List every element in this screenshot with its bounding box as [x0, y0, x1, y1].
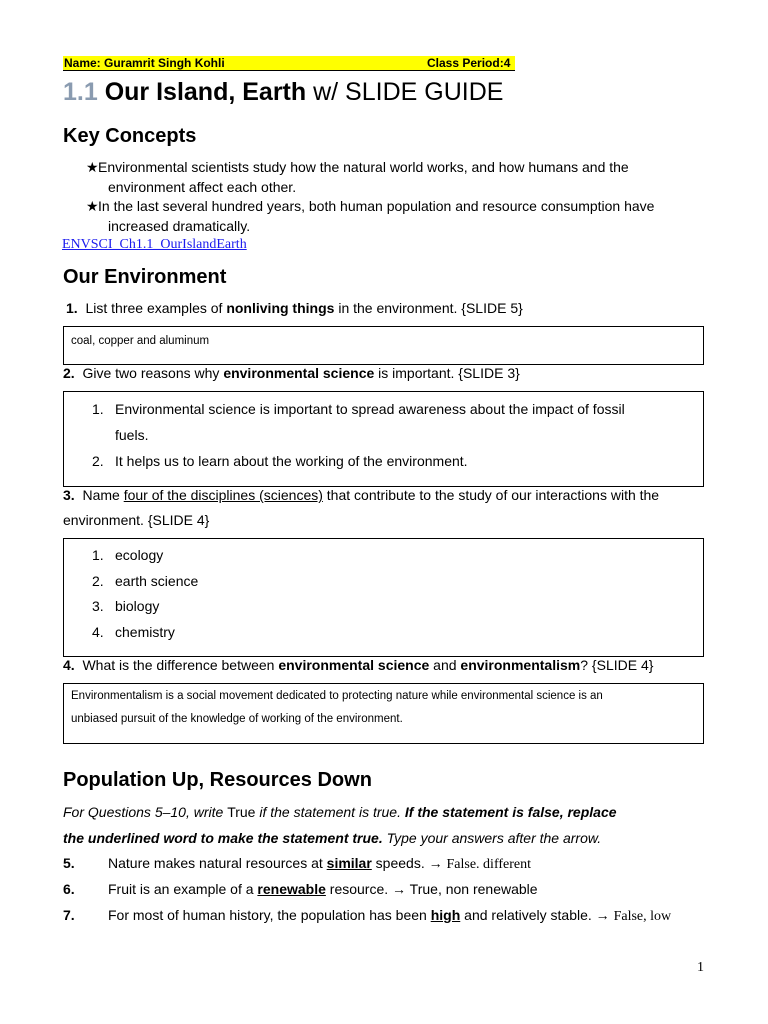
answer-list	[64, 543, 703, 645]
underlined-word: renewable	[257, 881, 326, 897]
instruction-text-bold: the underlined word to make the statement true.	[63, 830, 383, 846]
question-text: resource. →	[325, 881, 410, 897]
key-concept-text: Environmental scientists study how the natural world works, and how humans and the	[98, 159, 629, 175]
question-text: Give two reasons why	[82, 365, 224, 381]
list-item	[64, 448, 703, 474]
question-underlined: four of the disciplines (sciences)	[123, 487, 323, 503]
section-number: 1.1	[63, 78, 98, 106]
answer-text[interactable]: False, low	[613, 909, 672, 924]
question-keyword: environmental science	[278, 657, 430, 673]
answer-text-cont: unbiased pursuit of the knowledge of working of the environment.	[71, 713, 403, 725]
instruction-text: if the statement is true.	[255, 804, 405, 820]
list-item	[64, 543, 703, 569]
key-concept-item	[86, 158, 706, 197]
list-number: 2.	[92, 453, 104, 469]
list-item	[64, 396, 703, 448]
list-text: It helps us to learn about the working of the environment.	[115, 453, 468, 469]
answer-box-4[interactable]	[63, 683, 704, 744]
instruction-text: Type your answers after the arrow.	[382, 830, 602, 846]
question-keyword: environmentalism	[460, 657, 581, 673]
name-bar	[63, 56, 515, 71]
question-text: ? {SLIDE 4}	[580, 657, 654, 673]
key-concept-text: In the last several hundred years, both human population and resource consumption have	[98, 198, 655, 214]
list-number: 3.	[92, 598, 104, 614]
title-main: Our Island, Earth	[104, 78, 307, 106]
list-number: 1.	[92, 401, 104, 417]
question-text: List three examples of	[85, 300, 227, 316]
population-heading: Population Up, Resources Down	[63, 769, 372, 791]
answer-text[interactable]: True, non renewable	[409, 881, 538, 897]
question-text: that contribute to the study of our interactions with the	[322, 487, 660, 503]
question-text: Fruit is an example of a	[108, 881, 258, 897]
question-text: in the environment. {SLIDE 5}	[334, 300, 523, 316]
student-name: Name: Guramrit Singh Kohli	[64, 56, 225, 70]
underlined-word: similar	[326, 855, 372, 871]
question-text: and relatively stable. →	[460, 907, 614, 923]
list-text-cont: fuels.	[115, 427, 149, 443]
question-keyword: nonliving things	[226, 300, 335, 316]
class-period: Class Period:4	[427, 56, 511, 70]
list-text: ecology	[115, 547, 164, 563]
question-2	[63, 361, 713, 386]
slides-link[interactable]: ENVSCI_Ch1.1_OurIslandEarth	[62, 237, 247, 252]
question-1	[66, 296, 716, 321]
question-text: speeds. →	[371, 855, 447, 871]
question-3	[63, 483, 713, 533]
answer-text: coal, copper and aluminum	[71, 335, 210, 347]
question-number: 5.	[63, 855, 75, 871]
answer-box-2[interactable]	[63, 391, 704, 487]
list-number: 2.	[92, 572, 104, 589]
question-4	[63, 653, 713, 678]
question-number: 1.	[66, 300, 78, 316]
list-text: biology	[115, 598, 160, 614]
question-number: 7.	[63, 907, 75, 923]
key-concept-item	[86, 197, 706, 236]
question-text: and	[429, 657, 461, 673]
list-item	[64, 594, 703, 620]
question-text: Name	[82, 487, 124, 503]
page-number: 1	[697, 960, 704, 975]
question-keyword: environmental science	[223, 365, 375, 381]
question-number: 3.	[63, 487, 75, 503]
question-number: 4.	[63, 657, 75, 673]
title-suffix: w/ SLIDE GUIDE	[313, 78, 504, 106]
list-item	[64, 569, 703, 595]
question-number: 2.	[63, 365, 75, 381]
instruction-text: For Questions 5–10, write	[63, 804, 228, 820]
question-5	[63, 853, 723, 875]
question-text: For most of human history, the population has been	[108, 907, 431, 923]
list-text: chemistry	[115, 623, 175, 640]
answer-text: Environmentalism is a social movement dedicated to protecting nature while environmental science is an	[71, 690, 603, 702]
star-icon: ★	[86, 198, 99, 214]
question-number: 6.	[63, 881, 75, 897]
instruction-text-bold: If the statement is false, replace	[404, 804, 617, 820]
answer-list	[64, 396, 703, 474]
list-text: Environmental science is important to spread awareness about the impact of fossil	[115, 401, 625, 417]
our-environment-heading: Our Environment	[63, 266, 227, 288]
question-text: What is the difference between	[82, 657, 279, 673]
instruction-text: True	[227, 804, 256, 820]
answer-box-3[interactable]	[63, 538, 704, 657]
key-concept-text-cont: environment affect each other.	[108, 178, 297, 195]
star-icon: ★	[86, 159, 99, 175]
answer-text[interactable]: False. different	[446, 857, 531, 872]
question-7	[63, 905, 723, 927]
list-item	[64, 620, 703, 646]
key-concepts-heading: Key Concepts	[63, 125, 197, 147]
question-text-cont: environment. {SLIDE 4}	[63, 512, 210, 528]
list-number: 4.	[92, 623, 104, 640]
answer-box-1[interactable]	[63, 326, 704, 365]
question-6	[63, 879, 723, 899]
instructions	[63, 799, 713, 851]
list-number: 1.	[92, 547, 104, 563]
underlined-word: high	[430, 907, 461, 923]
list-text: earth science	[115, 572, 199, 589]
question-text: Nature makes natural resources at	[108, 855, 327, 871]
page-title	[63, 77, 503, 107]
key-concept-text-cont: increased dramatically.	[108, 217, 251, 234]
question-text: is important. {SLIDE 3}	[374, 365, 520, 381]
